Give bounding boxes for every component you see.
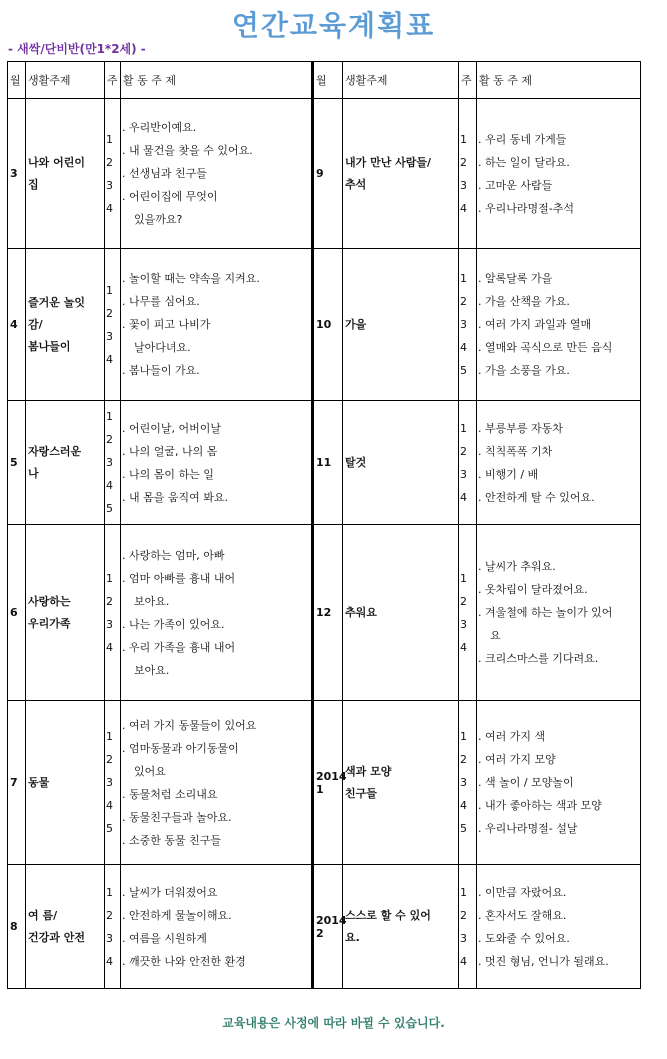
activity-item: . 내 물건을 찾을 수 있어요. [122, 144, 253, 157]
week-cell [459, 99, 477, 249]
activity-item: . 우리 가족을 흉내 내어 [122, 640, 236, 654]
theme-cell [343, 525, 459, 701]
month-label: 2014 [316, 913, 347, 927]
page-title: 연간교육계획표 [231, 9, 436, 42]
activity-item: . 겨울철에 하는 놀이가 있어 [478, 606, 613, 619]
theme-cell [26, 99, 105, 249]
activity-cell [121, 701, 313, 865]
month-cell [8, 701, 26, 865]
activity-item: . 우리 동네 가게들 [478, 132, 567, 146]
week-number: 4 [460, 490, 467, 504]
activity-cell [477, 701, 641, 865]
activity-item: 있을까요? [134, 213, 183, 226]
activity-item: . 알록달록 가을 [478, 272, 553, 285]
activity-item: . 색 놀이 / 모양놀이 [478, 776, 574, 789]
theme-line: 내가 만난 사람들/ [345, 155, 432, 169]
month-label: 3 [10, 167, 18, 180]
activity-item: . 도와줄 수 있어요. [478, 931, 570, 945]
week-number: 3 [106, 329, 113, 343]
month-label: 8 [10, 920, 18, 933]
theme-line: 건강과 안전 [28, 930, 85, 944]
plan-row [8, 401, 641, 525]
week-number: 1 [106, 283, 113, 297]
month-cell [8, 865, 26, 989]
theme-cell [343, 99, 459, 249]
table-header-row [8, 62, 641, 99]
week-number: 1 [106, 885, 113, 899]
month-cell [313, 865, 347, 989]
activity-item: 날아다녀요. [134, 341, 191, 354]
month-label: 2 [316, 926, 324, 940]
activity-item: . 동물친구들과 놀아요. [122, 810, 232, 824]
week-number: 1 [460, 421, 467, 435]
month-cell [313, 525, 343, 701]
theme-cell [343, 701, 459, 865]
theme-line: 나와 어린이 [28, 155, 85, 169]
week-number: 4 [106, 479, 113, 492]
activity-item: . 선생님과 친구들 [122, 167, 207, 180]
activity-item: . 날씨가 추워요. [478, 560, 556, 573]
theme-line: 추석 [345, 177, 367, 191]
week-number: 2 [106, 908, 113, 922]
theme-cell [26, 701, 105, 865]
activity-cell [477, 401, 641, 525]
activity-item: . 우리나라명절-추석 [478, 201, 574, 215]
activity-item: . 사랑하는 엄마, 아빠 [122, 548, 225, 562]
week-number: 3 [460, 776, 467, 789]
week-number: 3 [106, 776, 113, 789]
activity-item: . 비행기 / 배 [478, 467, 539, 481]
activity-item: 있어요 [134, 764, 166, 778]
theme-cell [26, 249, 105, 401]
week-number: 2 [460, 594, 467, 608]
activity-item: . 열매와 곡식으로 만든 음식 [478, 341, 613, 354]
activity-cell [121, 249, 313, 401]
activity-cell [477, 249, 641, 401]
month-cell [8, 525, 26, 701]
week-number: 4 [460, 954, 467, 968]
week-number: 2 [460, 908, 467, 922]
month-label: 11 [316, 456, 332, 469]
week-cell [459, 525, 477, 701]
week-number: 5 [460, 822, 467, 835]
week-number: 1 [460, 132, 467, 146]
activity-item: . 나의 몸이 하는 일 [122, 467, 214, 481]
activity-item: . 이만큼 자랐어요. [478, 885, 567, 899]
month-label: 1 [316, 782, 324, 796]
activity-item: . 놀이할 때는 약속을 지켜요. [122, 272, 260, 285]
week-number: 3 [460, 931, 467, 945]
footer-note: 교육내용은 사정에 따라 바뀔 수 있습니다. [222, 1016, 445, 1030]
week-number: 3 [106, 178, 113, 192]
month-label: 12 [316, 606, 332, 619]
theme-line: 여 름/ [28, 908, 58, 922]
week-number: 4 [460, 640, 467, 654]
week-cell [105, 701, 121, 865]
week-cell [105, 865, 121, 989]
activity-item: . 엄마동물과 아기동물이 [122, 741, 239, 755]
activity-item: . 칙칙폭폭 기차 [478, 444, 553, 458]
month-label: 4 [10, 318, 18, 331]
activity-item: 요 [490, 629, 501, 642]
activity-item: . 내가 좋아하는 색과 모양 [478, 799, 602, 812]
activity-cell [121, 525, 313, 701]
plan-row [8, 701, 641, 865]
month-cell [8, 401, 26, 525]
header-activity: 활 동 주 제 [121, 62, 313, 99]
activity-item: . 크리스마스를 기다려요. [478, 652, 599, 665]
week-number: 1 [106, 730, 113, 743]
week-number: 3 [460, 318, 467, 331]
theme-line: 감/ [28, 317, 43, 331]
activity-cell [477, 865, 641, 989]
week-number: 4 [460, 201, 467, 215]
plan-row [8, 865, 641, 989]
theme-line: 집 [28, 177, 39, 191]
week-cell [105, 99, 121, 249]
week-number: 5 [460, 364, 467, 377]
week-number: 2 [106, 155, 113, 169]
theme-cell [343, 865, 459, 989]
theme-line: 우리가족 [28, 616, 71, 630]
plan-row [8, 525, 641, 701]
month-label: 6 [10, 606, 18, 619]
header-month: 월 [313, 62, 343, 99]
week-number: 2 [460, 444, 467, 458]
week-number: 2 [106, 753, 113, 766]
week-cell [459, 249, 477, 401]
header-theme: 생활주제 [26, 62, 105, 99]
month-cell [8, 99, 26, 249]
week-number: 4 [106, 799, 113, 812]
week-number: 3 [106, 456, 113, 469]
activity-item: . 여러 가지 모양 [478, 753, 556, 766]
activity-item: . 꽃이 피고 나비가 [122, 318, 211, 331]
week-number: 5 [106, 502, 113, 515]
page-subtitle: - 새싹/단비반(만1*2세) - [8, 42, 146, 56]
activity-item: . 부릉부릉 자동차 [478, 421, 563, 435]
activity-item: . 하는 일이 달라요. [478, 155, 570, 169]
header-week: 주 [459, 62, 477, 99]
week-number: 3 [460, 617, 467, 631]
month-cell [313, 99, 343, 249]
week-cell [459, 701, 477, 865]
week-number: 1 [106, 410, 113, 423]
month-label: 2014 [316, 769, 347, 783]
week-number: 1 [460, 730, 467, 743]
theme-cell [26, 401, 105, 525]
week-number: 1 [460, 885, 467, 899]
activity-item: . 어린이날, 어버이날 [122, 421, 221, 435]
activity-item: . 여름을 시원하게 [122, 931, 207, 945]
week-number: 3 [460, 178, 467, 192]
activity-item: . 여러 가지 과일과 열매 [478, 318, 592, 331]
activity-item: . 옷차림이 달라졌어요. [478, 583, 588, 596]
activity-item: . 내 몸을 움직여 봐요. [122, 490, 228, 504]
header-month: 월 [8, 62, 26, 99]
activity-item: . 고마운 사람들 [478, 178, 553, 192]
theme-line: 봄나들이 [28, 339, 71, 353]
week-cell [105, 525, 121, 701]
activity-cell [477, 99, 641, 249]
week-number: 1 [460, 571, 467, 585]
theme-line: 탈것 [345, 455, 367, 469]
activity-item: 보아요. [134, 663, 170, 677]
week-number: 1 [106, 571, 113, 585]
activity-cell [121, 401, 313, 525]
activity-item: 보아요. [134, 594, 170, 608]
theme-line: 스스로 할 수 있어 [345, 908, 431, 922]
theme-line: 자랑스러운 [28, 444, 82, 458]
month-cell [313, 401, 343, 525]
month-label: 5 [10, 456, 18, 469]
theme-line: 사랑하는 [28, 594, 71, 608]
activity-item: . 여러 가지 색 [478, 730, 546, 743]
theme-line: 나 [28, 466, 39, 480]
month-label: 10 [316, 318, 332, 331]
header-activity: 활 동 주 제 [477, 62, 641, 99]
header-theme: 생활주제 [343, 62, 459, 99]
activity-item: . 가을 산책을 가요. [478, 295, 570, 308]
activity-item: . 깨끗한 나와 안전한 환경 [122, 954, 246, 968]
activity-item: . 엄마 아빠를 흉내 내어 [122, 571, 236, 585]
activity-item: . 나는 가족이 있어요. [122, 617, 225, 631]
week-number: 2 [106, 594, 113, 608]
month-cell [313, 249, 343, 401]
week-number: 4 [106, 352, 113, 366]
week-number: 3 [460, 467, 467, 481]
activity-item: . 여러 가지 동물들이 있어요 [122, 718, 257, 732]
month-cell [313, 701, 347, 865]
month-cell [8, 249, 26, 401]
activity-item: . 우리나라명절- 설날 [478, 822, 578, 835]
week-number: 2 [106, 306, 113, 320]
week-number: 2 [460, 155, 467, 169]
week-number: 1 [460, 272, 467, 285]
annual-plan-table [7, 61, 641, 989]
week-number: 4 [106, 954, 113, 968]
activity-cell [121, 865, 313, 989]
week-number: 5 [106, 822, 113, 835]
theme-line: 요. [345, 930, 360, 944]
theme-line: 색과 모양 [345, 764, 392, 778]
activity-item: . 날씨가 더워졌어요 [122, 885, 218, 899]
week-number: 1 [106, 132, 113, 146]
activity-item: . 소중한 동물 친구들 [122, 833, 221, 847]
theme-cell [343, 249, 459, 401]
activity-cell [121, 99, 313, 249]
header-week: 주 [105, 62, 121, 99]
activity-item: . 안전하게 물놀이해요. [122, 908, 232, 922]
activity-item: . 나의 얼굴, 나의 몸 [122, 444, 218, 458]
activity-item: . 동물처럼 소리내요 [122, 787, 218, 801]
week-cell [105, 249, 121, 401]
theme-cell [26, 865, 105, 989]
week-number: 2 [106, 433, 113, 446]
week-cell [105, 401, 121, 525]
month-label: 9 [316, 167, 324, 180]
month-label: 7 [10, 776, 18, 789]
week-number: 4 [460, 799, 467, 812]
theme-line: 추워요 [345, 605, 377, 619]
week-cell [459, 401, 477, 525]
theme-line: 즐거운 놀잇 [28, 295, 85, 309]
theme-cell [343, 401, 459, 525]
activity-cell [477, 525, 641, 701]
plan-row [8, 99, 641, 249]
week-number: 3 [106, 931, 113, 945]
activity-item: . 봄나들이 가요. [122, 364, 200, 377]
theme-cell [26, 525, 105, 701]
week-cell [459, 865, 477, 989]
activity-item: . 멋진 형님, 언니가 될래요. [478, 954, 609, 968]
week-number: 2 [460, 295, 467, 308]
week-number: 4 [460, 341, 467, 354]
week-number: 3 [106, 617, 113, 631]
activity-item: . 나무를 심어요. [122, 295, 200, 308]
week-number: 2 [460, 753, 467, 766]
activity-item: . 가을 소풍을 가요. [478, 364, 570, 377]
theme-line: 동물 [28, 775, 50, 789]
theme-line: 가을 [345, 317, 367, 331]
theme-line: 친구들 [345, 786, 377, 800]
activity-item: . 안전하게 탈 수 있어요. [478, 490, 595, 504]
week-number: 4 [106, 201, 113, 215]
week-number: 4 [106, 640, 113, 654]
activity-item: . 혼자서도 잘해요. [478, 908, 567, 922]
activity-item: . 우리반이예요. [122, 121, 197, 134]
activity-item: . 어린이집에 무엇이 [122, 190, 218, 203]
plan-row [8, 249, 641, 401]
